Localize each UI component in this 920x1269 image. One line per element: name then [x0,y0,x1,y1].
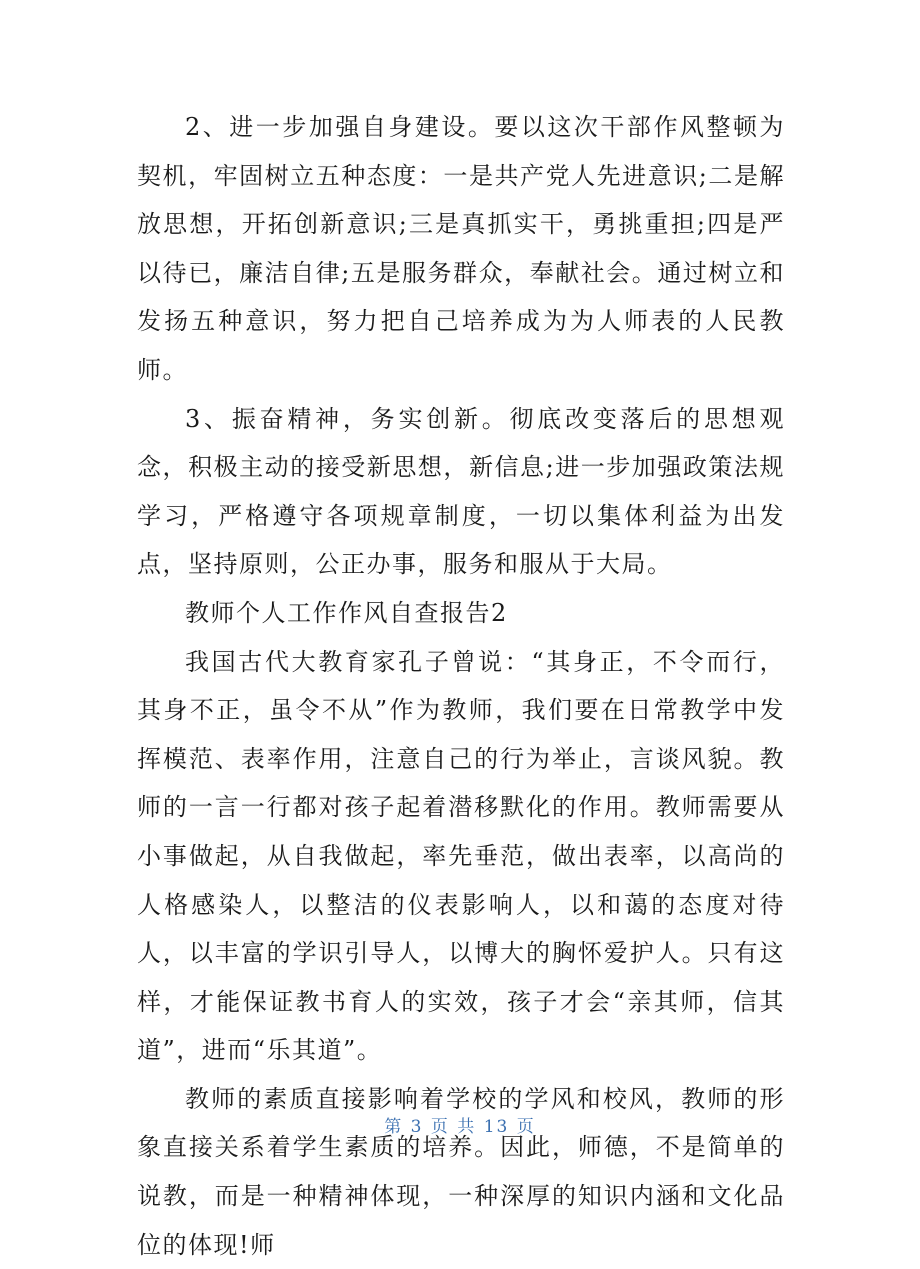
section-title: 教师个人工作作风自查报告2 [185,598,508,627]
paragraph-confucius-quote: 我国古代大教育家孔子曾说：“其身正，不令而行，其身不正，虽令不从”作为教师，我们要在日常教学中发挥模范、表率作用，注意自己的行为举止，言谈风貌。教师的一言一行都对孩子起着潜移默化的作用。教师需要从小事做起，从自我做起，率先垂范，做出表率，以高尚的人格感染人，以整洁的仪表影响人，以和蔼的态度对待人，以丰富的学识引导人，以博大的胸怀爱护人。只有这样，才能保证教书育人的实效，孩子才会“亲其师，信其道”，进而“乐其道”。 [137,647,785,1065]
paragraph-item-2: 2、进一步加强自身建设。要以这次干部作风整顿为契机，牢固树立五种态度：一是共产党人先进意识;二是解放思想，开拓创新意识;三是真抓实干，勇挑重担;四是严以待已，廉洁自律;五是服务群众，奉献社会。通过树立和发扬五种意识，努力把自己培养成为为人师表的人民教师。 [137,113,785,384]
paragraph-teacher-quality: 教师的素质直接影响着学校的学风和校风，教师的形象直接关系着学生素质的培养。因此，师德，不是简单的说教，而是一种精神体现，一种深厚的知识内涵和文化品位的体现!师 [137,1084,785,1259]
document-body [137,103,785,1269]
page-number-footer: 第 3 页 共 13 页 [384,1117,536,1137]
paragraph-item-3: 3、振奋精神，务实创新。彻底改变落后的思想观念，积极主动的接受新思想，新信息;进一步加强政策法规学习，严格遵守各项规章制度，一切以集体利益为出发点，坚持原则，公正办事，服务和服从于大局。 [137,404,785,579]
